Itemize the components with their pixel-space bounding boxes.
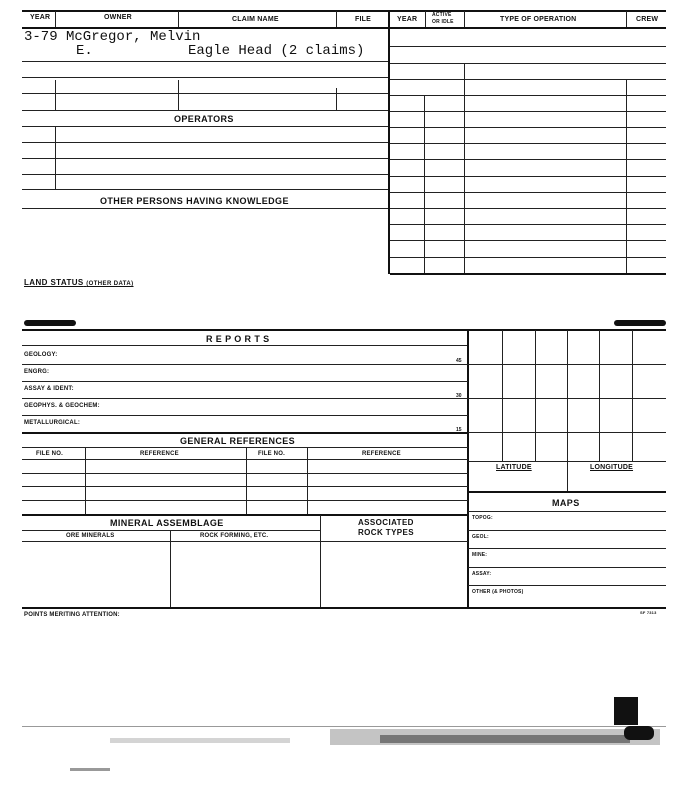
scan-line <box>22 726 666 727</box>
typed-year-owner: 3-79 McGregor, Melvin <box>24 29 201 45</box>
log-row <box>390 192 666 193</box>
ink-smudge <box>24 320 76 326</box>
coord-grid-row <box>468 461 666 462</box>
reports-rule <box>22 345 468 346</box>
rock-types-label: ROCK TYPES <box>358 528 415 537</box>
log-row <box>390 159 666 160</box>
maps-row <box>468 585 666 586</box>
scan-noise <box>380 735 630 743</box>
report-num: 15 <box>456 427 462 433</box>
report-label-assay: ASSAY & IDENT: <box>24 386 74 392</box>
log-row <box>390 63 666 64</box>
operators-col-sep <box>55 127 56 189</box>
hdr-sep <box>626 11 627 27</box>
other-persons-rule <box>22 208 388 209</box>
log-row <box>390 111 666 112</box>
col-claim-name: CLAIM NAME <box>232 16 279 23</box>
report-row-line <box>22 415 468 416</box>
hdr-sep <box>464 11 465 27</box>
owner-col-sep <box>55 80 56 110</box>
ore-minerals-label: ORE MINERALS <box>66 533 115 539</box>
coord-grid-row <box>468 364 666 365</box>
operators-rule <box>22 126 388 127</box>
other-persons-heading: OTHER PERSONS HAVING KNOWLEDGE <box>100 196 289 206</box>
top-rule <box>22 10 666 12</box>
col-active-2: OR IDLE <box>432 19 454 25</box>
col-crew: CREW <box>636 16 659 23</box>
maps-row <box>468 567 666 568</box>
rock-forming-label: ROCK FORMING, ETC. <box>200 533 269 539</box>
operators-row <box>22 174 388 175</box>
reports-top-rule <box>22 329 666 331</box>
col-active-1: ACTIVE <box>432 12 452 18</box>
reports-heading: R E P O R T S <box>206 334 270 344</box>
hdr-sep <box>425 11 426 27</box>
gen-ref-rule <box>22 447 468 448</box>
report-num: 45 <box>456 358 462 364</box>
owner-row-line <box>22 77 388 78</box>
points-meriting-attention: POINTS MERITING ATTENTION: <box>24 612 120 618</box>
log-col-sep <box>626 80 627 273</box>
log-col-sep <box>424 96 425 273</box>
col-owner: OWNER <box>104 14 132 21</box>
maps-heading: MAPS <box>552 498 580 508</box>
report-label-metallurgical: METALLURGICAL: <box>24 420 81 426</box>
report-label-geology: GEOLOGY: <box>24 352 58 358</box>
scan-noise <box>70 768 110 771</box>
log-row <box>390 224 666 225</box>
land-status-label <box>24 278 134 287</box>
gen-ref-row <box>22 500 468 501</box>
ink-blot <box>614 697 638 725</box>
main-divider <box>388 10 390 274</box>
gen-ref-row <box>22 486 468 487</box>
typed-claim-name: Eagle Head (2 claims) <box>188 43 365 59</box>
operators-top-line <box>22 110 388 111</box>
maps-row <box>468 530 666 531</box>
report-row-line <box>22 398 468 399</box>
log-row <box>390 176 666 177</box>
longitude-label: LONGITUDE <box>590 464 634 471</box>
latitude-label: LATITUDE <box>496 464 532 471</box>
mineral-assemblage-heading: MINERAL ASSEMBLAGE <box>110 518 224 528</box>
operators-row <box>22 158 388 159</box>
report-bottom <box>22 432 468 434</box>
gen-ref-col-sep <box>246 447 247 514</box>
hdr-sep <box>55 11 56 27</box>
owner-col-sep <box>178 80 179 110</box>
gen-ref-row <box>22 473 468 474</box>
log-row <box>390 208 666 209</box>
maps-topog: TOPOG: <box>472 515 493 521</box>
coord-grid-row <box>468 398 666 399</box>
operators-row <box>22 142 388 143</box>
log-row <box>390 79 666 80</box>
maps-mine: MINE: <box>472 552 488 558</box>
gen-ref-col-sep <box>307 447 308 514</box>
land-status-title: LAND STATUS <box>24 278 84 287</box>
maps-geol: GEOL: <box>472 534 489 540</box>
mineral-bottom <box>22 607 666 609</box>
report-label-engrg: ENGRG: <box>24 369 50 375</box>
operators-bottom <box>22 189 388 190</box>
gen-ref-col-reference-2: REFERENCE <box>362 451 401 457</box>
log-row <box>390 46 666 47</box>
col-type-of-operation: TYPE OF OPERATION <box>500 16 577 23</box>
mineral-rule <box>22 530 320 531</box>
gen-ref-col-reference-1: REFERENCE <box>140 451 179 457</box>
log-row <box>390 127 666 128</box>
log-row <box>390 240 666 241</box>
coord-grid-col <box>502 330 503 462</box>
log-row <box>390 143 666 144</box>
form-number: SF 7313 <box>640 610 657 615</box>
gen-ref-bottom <box>22 514 468 516</box>
report-label-geophys: GEOPHYS. & GEOCHEM: <box>24 403 100 409</box>
operators-heading: OPERATORS <box>174 114 234 124</box>
owner-row-line <box>22 93 388 94</box>
ink-smudge <box>614 320 666 326</box>
report-row-line <box>22 381 468 382</box>
coord-grid-col <box>599 330 600 462</box>
gen-ref-col-file-1: FILE NO. <box>36 451 63 457</box>
maps-row <box>468 548 666 549</box>
coord-grid-col <box>632 330 633 462</box>
log-col-sep <box>464 64 465 273</box>
hdr-sep <box>336 11 337 27</box>
report-num: 30 <box>456 393 462 399</box>
typed-owner-initial: E. <box>76 43 93 59</box>
maps-top-rule <box>468 491 666 493</box>
associated-label: ASSOCIATED <box>358 518 414 527</box>
gen-ref-col-sep <box>85 447 86 514</box>
owner-row-line <box>22 61 388 62</box>
maps-assay: ASSAY: <box>472 571 492 577</box>
gen-ref-col-file-2: FILE NO. <box>258 451 285 457</box>
log-row <box>390 95 666 96</box>
scan-noise <box>110 738 290 743</box>
land-status-note: (OTHER DATA) <box>86 281 134 287</box>
coord-grid-col <box>567 330 568 492</box>
col-year-2: YEAR <box>397 16 418 23</box>
general-references-heading: GENERAL REFERENCES <box>180 436 296 446</box>
col-year: YEAR <box>30 14 51 21</box>
coord-grid-row <box>468 432 666 433</box>
gen-ref-row <box>22 459 468 460</box>
mineral-rule-2 <box>22 541 468 542</box>
log-row <box>390 257 666 258</box>
ink-blot <box>624 726 654 740</box>
hdr-sep <box>178 11 179 27</box>
owner-col-sep <box>336 88 337 110</box>
report-row-line <box>22 364 468 365</box>
col-file: FILE <box>355 16 371 23</box>
maps-other: OTHER (& PHOTOS) <box>472 589 524 595</box>
maps-rule <box>468 511 666 512</box>
log-bottom <box>390 273 666 275</box>
mineral-col-sep <box>170 530 171 607</box>
coord-grid-col <box>535 330 536 462</box>
mineral-col-sep <box>320 515 321 607</box>
